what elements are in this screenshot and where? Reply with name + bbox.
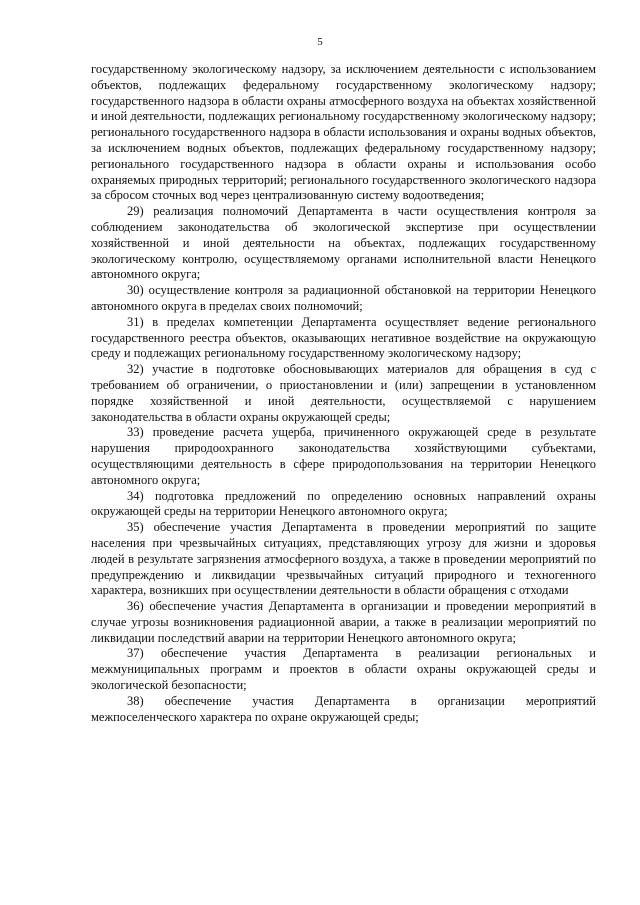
- page-number: 5: [317, 36, 323, 48]
- paragraph-item-38: 38) обеспечение участия Департамента в организации мероприятий межпоселенческого характера по охране окружающей среды;: [91, 693, 596, 724]
- paragraph-item-37: 37) обеспечение участия Департамента в реализации региональных и межмуниципальных программ и проектов в области охраны окружающей среды и экологической безопасности;: [91, 646, 596, 693]
- paragraph-continuation: государственному экологическому надзору, за исключением деятельности с использованием объектов, подлежащих федеральному государственному экологическому надзору; государственного надзора в области охраны атмосферного воздуха на объектах хозяйственной и иной деятельности, подлежащих региональному государственному экологическому надзору; регионального государственного надзора в области использования и охраны водных объектов, за исключением водных объектов, подлежащих федеральному государственному надзору; регионального государственного надзора в области охраны и использования особо охраняемых природных территорий; регионального государственного экологического надзора за сбросом сточных вод через централизованную систему водоотведения;: [91, 62, 596, 203]
- paragraph-item-32: 32) участие в подготовке обосновывающих материалов для обращения в суд с требованием об ограничении, о приостановлении и (или) запрещении в установленном порядке хозяйственной и иной деятельности, осуществляемой с нарушением законодательства в области охраны окружающей среды;: [91, 362, 596, 424]
- paragraph-item-30: 30) осуществление контроля за радиационной обстановкой на территории Ненецкого автономного округа в пределах своих полномочий;: [91, 283, 596, 313]
- paragraph-item-36: 36) обеспечение участия Департамента в организации и проведении мероприятий в случае угрозы возникновения радиационной аварии, а также в реализации мероприятий по ликвидации последствий аварии на территории Ненецкого автономного округа;: [91, 599, 596, 645]
- paragraph-item-31: 31) в пределах компетенции Департамента осуществляет ведение регионального государственного реестра объектов, оказывающих негативное воздействие на окружающую среду и подлежащих региональному государственному экологическому надзору;: [91, 314, 596, 361]
- paragraph-item-29: 29) реализация полномочий Департамента в части осуществления контроля за соблюдением законодательства об экологической экспертизе при осуществлении хозяйственной и иной деятельности на объектах, подлежащих государственному экологическому контролю, осуществляемому органами исполнительной власти Ненецкого автономного округа;: [91, 204, 596, 282]
- paragraph-item-35: 35) обеспечение участия Департамента в проведении мероприятий по защите населения при чрезвычайных ситуациях, представляющих угрозу для жизни и здоровья людей в результате загрязнения атмосферного воздуха, а также в проведении мероприятий по предупреждению и ликвидации чрезвычайных ситуаций природного и техногенного характера, возникших при осуществлении деятельности в области обращения с отходами: [91, 520, 596, 598]
- paragraph-item-34: 34) подготовка предложений по определению основных направлений охраны окружающей среды на территории Ненецкого автономного округа;: [91, 488, 596, 519]
- document-body: [91, 62, 596, 725]
- paragraph-item-33: 33) проведение расчета ущерба, причиненного окружающей среде в результате нарушения природоохранного законодательства хозяйствующими субъектами, осуществляющими деятельность в сфере природопользования на территории Ненецкого автономного округа;: [91, 425, 596, 487]
